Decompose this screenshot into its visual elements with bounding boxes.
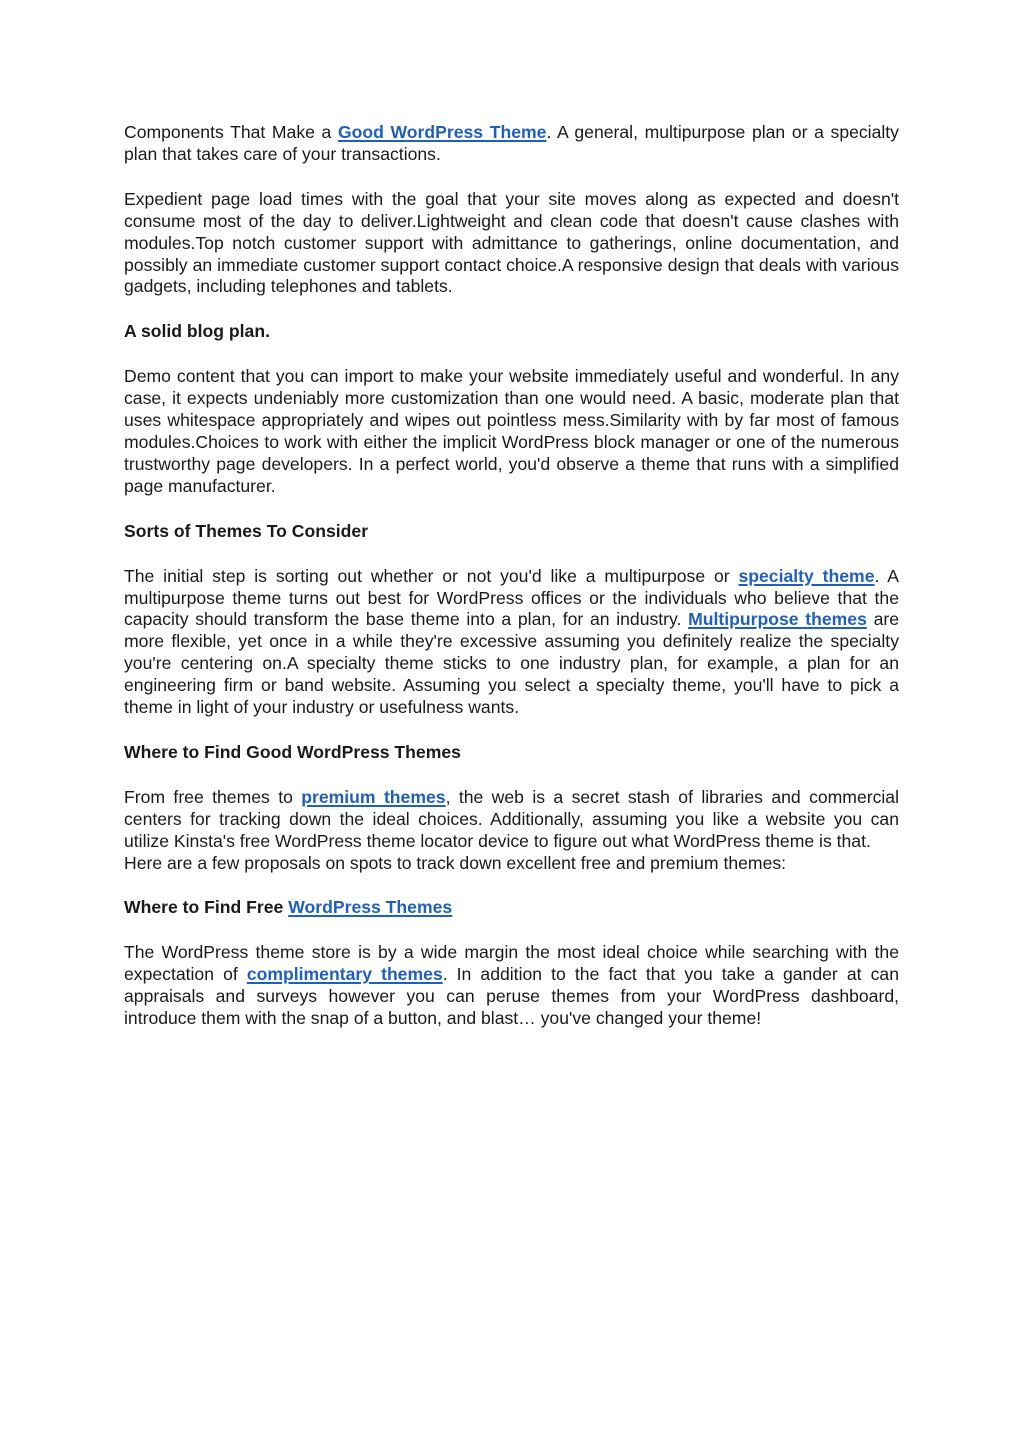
paragraph-features: Expedient page load times with the goal that your site moves along as expected and doesn't consume most of the day to deliver.Lightweight and clean code that doesn't cause clashes with modules.Top notch customer support with admittance to gatherings, online documentation, and possibly an immediate customer support contact choice.A responsive design that deals with various gadgets, including telephones and tablets. bbox=[124, 188, 899, 297]
paragraph-theme-store-text-after: . In addition to the fact that you take a gander at can appraisals and surveys however you can peruse themes from your WordPress dashboard, introduce them with the snap of a button, and blast… you've changed your theme! bbox=[124, 964, 899, 1029]
paragraph-initial-step-text-3: are more flexible, yet once in a while they're excessive assuming you definitely realize the specialty you're centering on.A specialty theme sticks to one industry plan, for example, a plan for an engineering firm or band website. Assuming you select a specialty theme, you'll have to pick a theme in light of your industry or usefulness wants. bbox=[124, 609, 899, 718]
paragraph-initial-step bbox=[124, 566, 899, 719]
heading-free-themes-text: Where to Find Free bbox=[124, 897, 289, 918]
heading-sorts-of-themes: Sorts of Themes To Consider bbox=[124, 520, 369, 541]
paragraph-theme-store bbox=[124, 942, 899, 1030]
paragraph-intro-text-after: . A general, multipurpose plan or a specialty plan that takes care of your transactions. bbox=[124, 122, 899, 164]
link-specialty-theme[interactable]: specialty theme bbox=[738, 565, 875, 586]
heading-where-to-find-free-themes bbox=[124, 897, 899, 919]
document-page bbox=[124, 122, 899, 1053]
link-premium-themes[interactable]: premium themes bbox=[301, 786, 446, 807]
link-multipurpose-themes[interactable]: Multipurpose themes bbox=[688, 609, 867, 630]
heading-solid-blog-plan: A solid blog plan. bbox=[124, 321, 270, 342]
paragraph-intro bbox=[124, 122, 899, 166]
link-wordpress-themes[interactable]: WordPress Themes bbox=[288, 897, 453, 918]
paragraph-proposals: Here are a few proposals on spots to track down excellent free and premium themes: bbox=[124, 852, 787, 873]
paragraph-demo-content: Demo content that you can import to make your website immediately useful and wonderful. In any case, it expects undeniably more customization than one would need. A basic, moderate plan that uses whitespace appropriately and wipes out pointless mess.Similarity with by far most of famous modules.Choices to work with either the implicit WordPress block manager or one of the numerous trustworthy page developers. In a perfect world, you'd observe a theme that runs with a simplified page manufacturer. bbox=[124, 366, 899, 496]
paragraph-free-themes-text-after: , the web is a secret stash of libraries and commercial centers for tracking down the ideal choices. Additionally, assuming you like a website you can utilize Kinsta's free WordPress theme locator device to figure out what WordPress theme is that. bbox=[124, 786, 900, 851]
link-good-wordpress-theme[interactable]: Good WordPress Theme bbox=[337, 122, 547, 142]
paragraph-initial-step-text-2: . A multipurpose theme turns out best for WordPress offices or the individuals who believe that the capacity should transform the base theme into a plan, for an industry. bbox=[124, 565, 899, 630]
paragraph-theme-store-text-before: The WordPress theme store is by a wide margin the most ideal choice while searching with the expectation of bbox=[124, 942, 899, 985]
paragraph-initial-step-text-1: The initial step is sorting out whether or not you'd like a multipurpose or bbox=[124, 565, 739, 586]
paragraph-free-themes bbox=[124, 787, 899, 853]
paragraph-free-themes-text-before: From free themes to bbox=[124, 786, 302, 807]
heading-where-to-find-good-themes: Where to Find Good WordPress Themes bbox=[124, 741, 461, 762]
paragraph-intro-text-before: Components That Make a bbox=[124, 122, 338, 142]
link-complimentary-themes[interactable]: complimentary themes bbox=[246, 964, 443, 985]
